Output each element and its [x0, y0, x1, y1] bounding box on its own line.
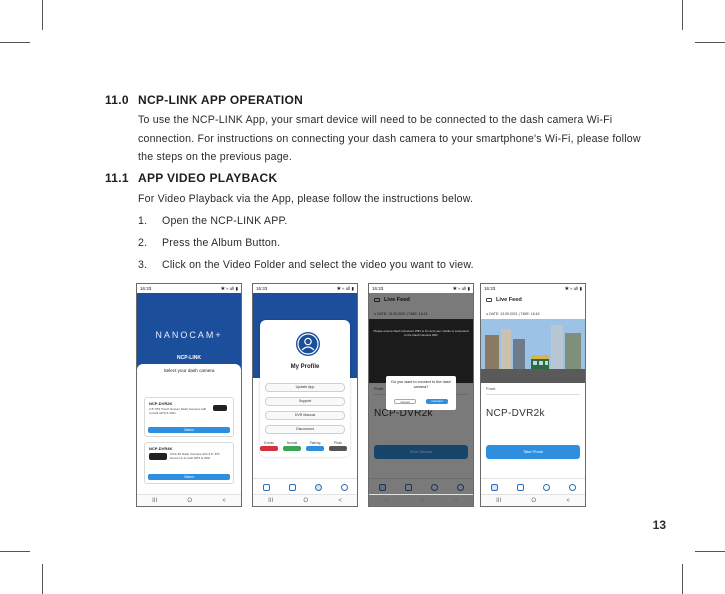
- select-button[interactable]: Select: [148, 474, 230, 480]
- app-name: NCP-LINK: [177, 355, 201, 361]
- crop-mark: [42, 0, 43, 30]
- profile-tab-icon[interactable]: [543, 484, 550, 491]
- status-bar: 16:33 ✱ ≈ ull ▮: [140, 286, 238, 291]
- select-prompt: Select your dash camera: [137, 364, 241, 378]
- photo-folder[interactable]: Photo: [329, 441, 347, 451]
- avatar-icon: [296, 332, 320, 356]
- connect-button[interactable]: Connect: [426, 399, 448, 404]
- normal-folder[interactable]: Normal: [283, 441, 301, 451]
- crop-mark: [695, 42, 725, 43]
- settings-tab-icon[interactable]: [341, 484, 348, 491]
- screenshot-select-camera: [136, 283, 242, 507]
- section-title: APP VIDEO PLAYBACK: [138, 171, 278, 185]
- crop-mark: [695, 551, 725, 552]
- disconnect-button[interactable]: Disconnect: [265, 425, 345, 434]
- select-button[interactable]: Select: [148, 427, 230, 433]
- bottom-tabs: [481, 478, 585, 495]
- android-nav-bar: III O <: [481, 494, 585, 506]
- status-bar: 16:33 ✱ ≈ ull ▮: [256, 286, 354, 291]
- album-tab-icon[interactable]: [289, 484, 296, 491]
- dash-camera-image: [213, 405, 227, 411]
- crop-mark: [682, 0, 683, 30]
- app-header: [137, 293, 241, 370]
- dvr-manual-button[interactable]: DVR Manual: [265, 411, 345, 420]
- take-photo-button[interactable]: Take Photo: [486, 445, 580, 459]
- front-label: Front: [486, 384, 580, 395]
- album-tab-icon[interactable]: [517, 484, 524, 491]
- wifi-tip: Please ensure Dash Camera's WiFi is On and your mobile is connected to the Dash Camera WiFi: [373, 329, 469, 337]
- profile-sheet: [260, 320, 350, 457]
- section-number: 11.1: [105, 171, 129, 185]
- dash-camera-image: [149, 453, 167, 460]
- step-item: 2. Press the Album Button.: [138, 237, 281, 249]
- status-bar: 16:33 ✱ ≈ ull ▮: [484, 286, 582, 291]
- profile-tab-icon[interactable]: [315, 484, 322, 491]
- camera-icon: [486, 298, 492, 302]
- parking-folder[interactable]: Parking: [306, 441, 324, 451]
- play-tab-icon[interactable]: [491, 484, 498, 491]
- settings-tab-icon[interactable]: [569, 484, 576, 491]
- play-tab-icon[interactable]: [263, 484, 270, 491]
- crop-mark: [42, 564, 43, 594]
- screenshot-live-feed: [480, 283, 586, 507]
- intro-paragraph: To use the NCP-LINK App, your smart device will need to be connected to the dash camera Wi-Fi connection. For instructions on connecting your dash camera to your smartphone's Wi-Fi, please follow the steps on the previous page.: [138, 114, 641, 163]
- status-bar: 16:33 ✱ ≈ ull ▮: [372, 286, 470, 291]
- android-nav-bar: III O <: [253, 494, 357, 506]
- update-app-button[interactable]: Update App: [265, 383, 345, 392]
- bottom-tabs: [253, 478, 357, 495]
- support-button[interactable]: Support: [265, 397, 345, 406]
- screenshot-connect-dialog: [368, 283, 474, 507]
- profile-title: My Profile: [290, 364, 320, 370]
- cancel-button[interactable]: Cancel: [394, 399, 416, 404]
- camera-card[interactable]: NCP-DVR4K Ultra 4K Dash Camera with 3.0" IPS Screen & In-built GPS & WiFi Select: [144, 442, 234, 484]
- connect-dialog: [386, 376, 456, 410]
- screenshot-my-profile: [252, 283, 358, 507]
- nanocam-logo: NANOCAM+: [155, 330, 223, 340]
- section-title: NCP-LINK APP OPERATION: [138, 93, 304, 107]
- crop-mark: [0, 551, 30, 552]
- crop-mark: [682, 564, 683, 594]
- page-number: 13: [652, 518, 666, 532]
- android-nav-bar: III O <: [137, 494, 241, 506]
- live-camera-image: [481, 319, 585, 383]
- section-number: 11.0: [105, 93, 129, 107]
- playback-paragraph: For Video Playback via the App, please follow the instructions below.: [138, 193, 474, 205]
- camera-card[interactable]: NCP-DVR2K 2.5" IPS Touch Screen Dash Camera with In-built GPS & WiFi Select: [144, 397, 234, 437]
- camera-model: NCP-DVR2k: [486, 408, 545, 419]
- android-nav-bar: III O <: [369, 494, 473, 506]
- step-item: 1. Open the NCP-LINK APP.: [138, 215, 288, 227]
- live-feed-header: Live Feed: [481, 293, 585, 308]
- events-folder[interactable]: Events: [260, 441, 278, 451]
- crop-mark: [0, 42, 30, 43]
- step-item: 3. Click on the Video Folder and select the video you want to view.: [138, 259, 474, 271]
- dialog-question: Do you want to connect to the dash camera?: [391, 380, 451, 389]
- date-time: ● DATE: 13.09.2021 | TIME: 16:16: [486, 312, 540, 316]
